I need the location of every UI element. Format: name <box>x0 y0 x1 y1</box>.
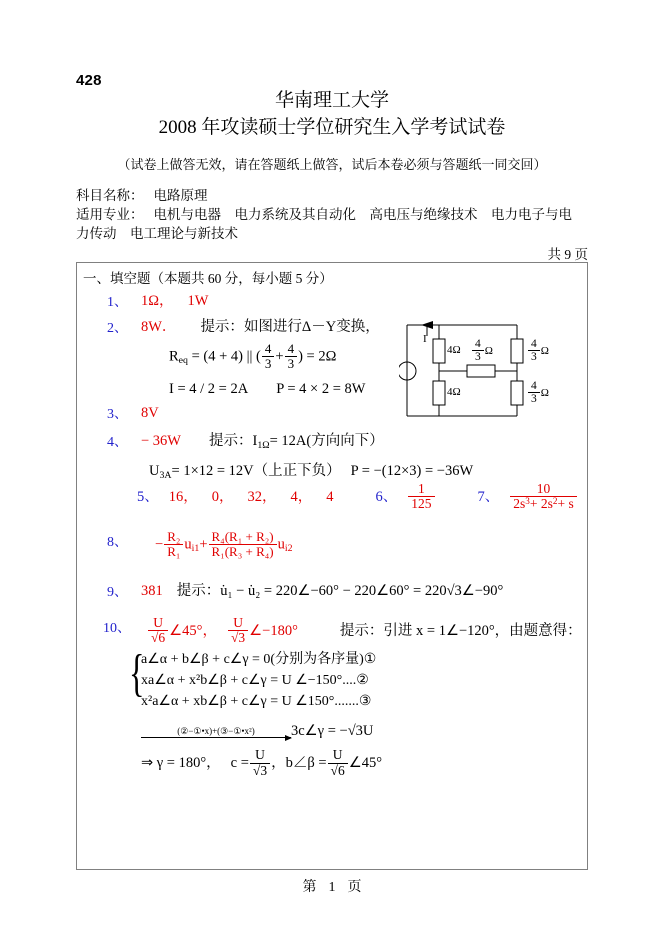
final-b-denominator: √6 <box>328 763 348 778</box>
derivation-arrow-line <box>141 721 589 741</box>
subject-row <box>76 186 596 205</box>
item-8-minus: − <box>155 536 164 553</box>
derivation-label: (②−①•x)+(③−①•x²) <box>177 726 255 737</box>
item-1-number: 1、 <box>107 295 128 310</box>
item-5-value-4: 4， <box>290 489 313 505</box>
final-c-numerator: U <box>255 747 265 763</box>
majors-row <box>76 205 596 224</box>
section-heading: 一、填空题（本题共 60 分，每小题 5 分） <box>83 271 333 286</box>
exam-title: 2008 年攻读硕士学位研究生入学考试试卷 <box>158 117 506 138</box>
page-footer <box>0 876 664 896</box>
item-5-value-1: 16， <box>168 489 198 505</box>
derivation-arrow-bar <box>141 737 291 738</box>
item-4-u-sub: 3A <box>159 469 172 481</box>
exam-notice: （试卷上做答无效，请在答题纸上做答，试后本卷必须与答题纸一同交回） <box>117 157 547 172</box>
item-3-answer: 8V <box>141 405 159 421</box>
item-4-number: 4、 <box>107 435 128 450</box>
item-7-numerator: 10 <box>536 481 551 496</box>
footer-page-prefix: 第 <box>302 880 317 895</box>
r-middle-numerator: 4 <box>475 338 481 350</box>
item-4-hint-label: 提示： <box>209 433 253 449</box>
item-8-f1-denominator: R₁ <box>164 544 183 559</box>
answer-item-3 <box>77 403 589 429</box>
university-name: 华南理工大学 <box>274 90 389 111</box>
answer-item-8 <box>77 531 589 579</box>
r-top-right-numerator: 4 <box>531 338 537 350</box>
item-7-number: 7、 <box>477 489 500 505</box>
item-8-f1-numerator: R₂ <box>167 529 181 544</box>
item-3-number: 3、 <box>107 407 128 422</box>
item-4-hint-i-sub: 1Ω <box>257 439 270 451</box>
item-8-content <box>107 531 589 559</box>
system-brace: { <box>129 645 145 703</box>
item-8-u2: u <box>277 536 285 553</box>
eq1-f1-numerator: 4 <box>264 341 272 356</box>
r-bottom-right-unit: Ω <box>540 387 549 400</box>
final-gamma: ⇒ γ = 180°， <box>141 755 221 772</box>
r-top-right-denominator: 3 <box>528 350 540 363</box>
final-b-numerator: U <box>332 747 343 763</box>
item-9-hint-label: 提示： <box>176 583 221 599</box>
eq1-end: ) = 2Ω <box>298 348 337 365</box>
footer-page-number: 1 <box>328 880 336 895</box>
item-4-hint-i: I <box>252 433 258 449</box>
item-5-number: 5、 <box>137 489 159 505</box>
item-1-content <box>107 291 589 311</box>
footer-page-suffix: 页 <box>347 880 362 895</box>
final-b-angle: ∠45° <box>348 755 383 772</box>
item-10-answers <box>107 617 589 646</box>
circuit-r-bottom-left: 4Ω <box>447 386 461 398</box>
item-10-ans2-angle: ∠−180° <box>249 623 298 639</box>
answer-item-10 <box>77 617 589 779</box>
eq3-power: P = 4 × 2 = 8W <box>276 381 366 398</box>
item-6-denominator: 125 <box>408 496 434 511</box>
derivation-arrow <box>141 726 291 738</box>
answer-item-1 <box>77 291 589 315</box>
item-1-answer-b: 1W <box>187 293 209 309</box>
r-middle-unit: Ω <box>484 345 493 358</box>
eq1-plus: + <box>275 348 284 365</box>
exam-code: 428 <box>76 72 102 89</box>
system-equation-2: xa∠α + x²b∠β + c∠γ = U ∠−150°....② <box>141 673 369 689</box>
subject-value: 电路原理 <box>153 188 208 203</box>
content-box <box>76 262 588 870</box>
item-10-equation-system <box>107 645 589 712</box>
r-top-right-unit: Ω <box>540 345 549 358</box>
answer-item-5-6-7 <box>77 483 589 529</box>
item-10-hint-text: 引进 x = 1∠−120°，由题意得： <box>383 623 582 639</box>
majors-value-line2: 力传动 电工理论与新技术 <box>76 226 238 241</box>
r-middle-denominator: 3 <box>472 350 484 363</box>
item-4-p-value: P = −(12×3) = −36W <box>350 462 474 479</box>
title-block <box>0 88 664 142</box>
item-9-answer: 381 <box>141 583 163 599</box>
item-2-hint-text: 如图进行Δ－Y变换， <box>243 319 380 335</box>
item-10-ans1-numerator: U <box>153 615 163 630</box>
item-4-u-symbol: U <box>149 462 160 479</box>
item-2-hint-label: 提示： <box>200 319 244 335</box>
majors-row-continued <box>76 224 596 243</box>
item-5-value-5: 4 <box>326 489 334 505</box>
answer-item-4 <box>77 431 589 481</box>
item-8-plus: + <box>199 536 208 553</box>
item-4-u-value: = 1×12 = 12V（上正下负） <box>171 462 341 479</box>
circuit-r-top-left: 4Ω <box>447 344 461 356</box>
eq2-current: I = 4 / 2 = 2A <box>169 381 249 398</box>
r-bottom-right-numerator: 4 <box>531 380 537 392</box>
item-10-final-line <box>141 749 589 778</box>
eq1-lhs: R <box>169 348 179 365</box>
item-1-answer-a: 1Ω， <box>141 293 174 309</box>
item-8-number: 8、 <box>107 535 128 550</box>
r-bottom-right-denominator: 3 <box>528 392 540 405</box>
item-10-number: 10、 <box>103 621 131 636</box>
item-2-content <box>107 317 589 337</box>
item-2-equation-2 <box>107 379 589 399</box>
derivation-result: 3c∠γ = −√3U <box>291 723 374 740</box>
item-5-value-2: 0， <box>211 489 234 505</box>
eq1-subscript: eq <box>178 355 188 367</box>
item-8-u1: u <box>184 536 192 553</box>
answer-item-2 <box>77 317 589 401</box>
item-2-number: 2、 <box>107 321 128 336</box>
item-5-value-3: 32， <box>247 489 277 505</box>
item-3-content <box>107 403 589 423</box>
item-4-answer: − 36W <box>141 433 181 449</box>
item-7-denominator: $2s^3+ 2s^2+ s$ <box>510 496 576 511</box>
majors-label: 适用专业： <box>76 207 144 222</box>
answer-item-9 <box>77 581 589 615</box>
item-8-u2-sub: i2 <box>284 543 293 555</box>
item-10-hint-label: 提示： <box>339 623 384 639</box>
eq1-f1-denominator: 3 <box>262 356 275 371</box>
item-10-ans1-denominator: √6 <box>148 630 168 645</box>
answer-items <box>77 291 589 781</box>
item-6-number: 6、 <box>375 489 398 505</box>
item-10-derivation <box>107 721 589 778</box>
item-10-ans2-denominator: √3 <box>228 630 248 645</box>
exam-metadata <box>76 186 596 243</box>
item-2-equation-1 <box>107 343 589 371</box>
total-pages: 共 9 页 <box>547 247 588 262</box>
eq1-f2-denominator: 3 <box>285 356 298 371</box>
item-8-f2-denominator: R₁(R₃ + R₄) <box>209 544 277 559</box>
item-8-f2-numerator: R₄(R₁ + R₂) <box>211 529 274 544</box>
item-9-number: 9、 <box>107 585 128 600</box>
item-6-numerator: 1 <box>418 481 425 496</box>
final-b-label: ，b∠β = <box>271 755 327 772</box>
circuit-current-label: I <box>423 333 427 345</box>
eq1-f2-numerator: 4 <box>287 341 295 356</box>
item-9-content <box>107 581 589 601</box>
system-equation-3: x²a∠α + xb∠β + c∠γ = U ∠150°.......③ <box>141 694 372 710</box>
item-10-ans2-numerator: U <box>233 615 243 630</box>
item-2-answer: 8W． <box>141 319 177 335</box>
item-4-hint-i-value: = 12A(方向向下） <box>269 433 384 449</box>
item-8-u1-sub: i1 <box>191 543 200 555</box>
subject-label: 科目名称： <box>76 188 144 203</box>
final-c-denominator: √3 <box>250 763 270 778</box>
item-10-ans1-angle: ∠45°， <box>169 623 217 639</box>
item-4-content <box>107 431 589 456</box>
system-equation-1: a∠α + b∠β + c∠γ = 0(分别为各序量)① <box>141 652 377 668</box>
final-c-label: c = <box>230 755 249 772</box>
eq1-mid: = (4 + 4) || ( <box>191 348 261 365</box>
majors-value-line1: 电机与电器 电力系统及其自动化 高电压与绝缘技术 电力电子与电 <box>153 207 572 222</box>
items-567-row <box>107 483 589 512</box>
item-9-hint-expression: u̇₁ − u̇₂ = 220∠−60° − 220∠60° = 220√3∠−90° <box>220 583 504 599</box>
